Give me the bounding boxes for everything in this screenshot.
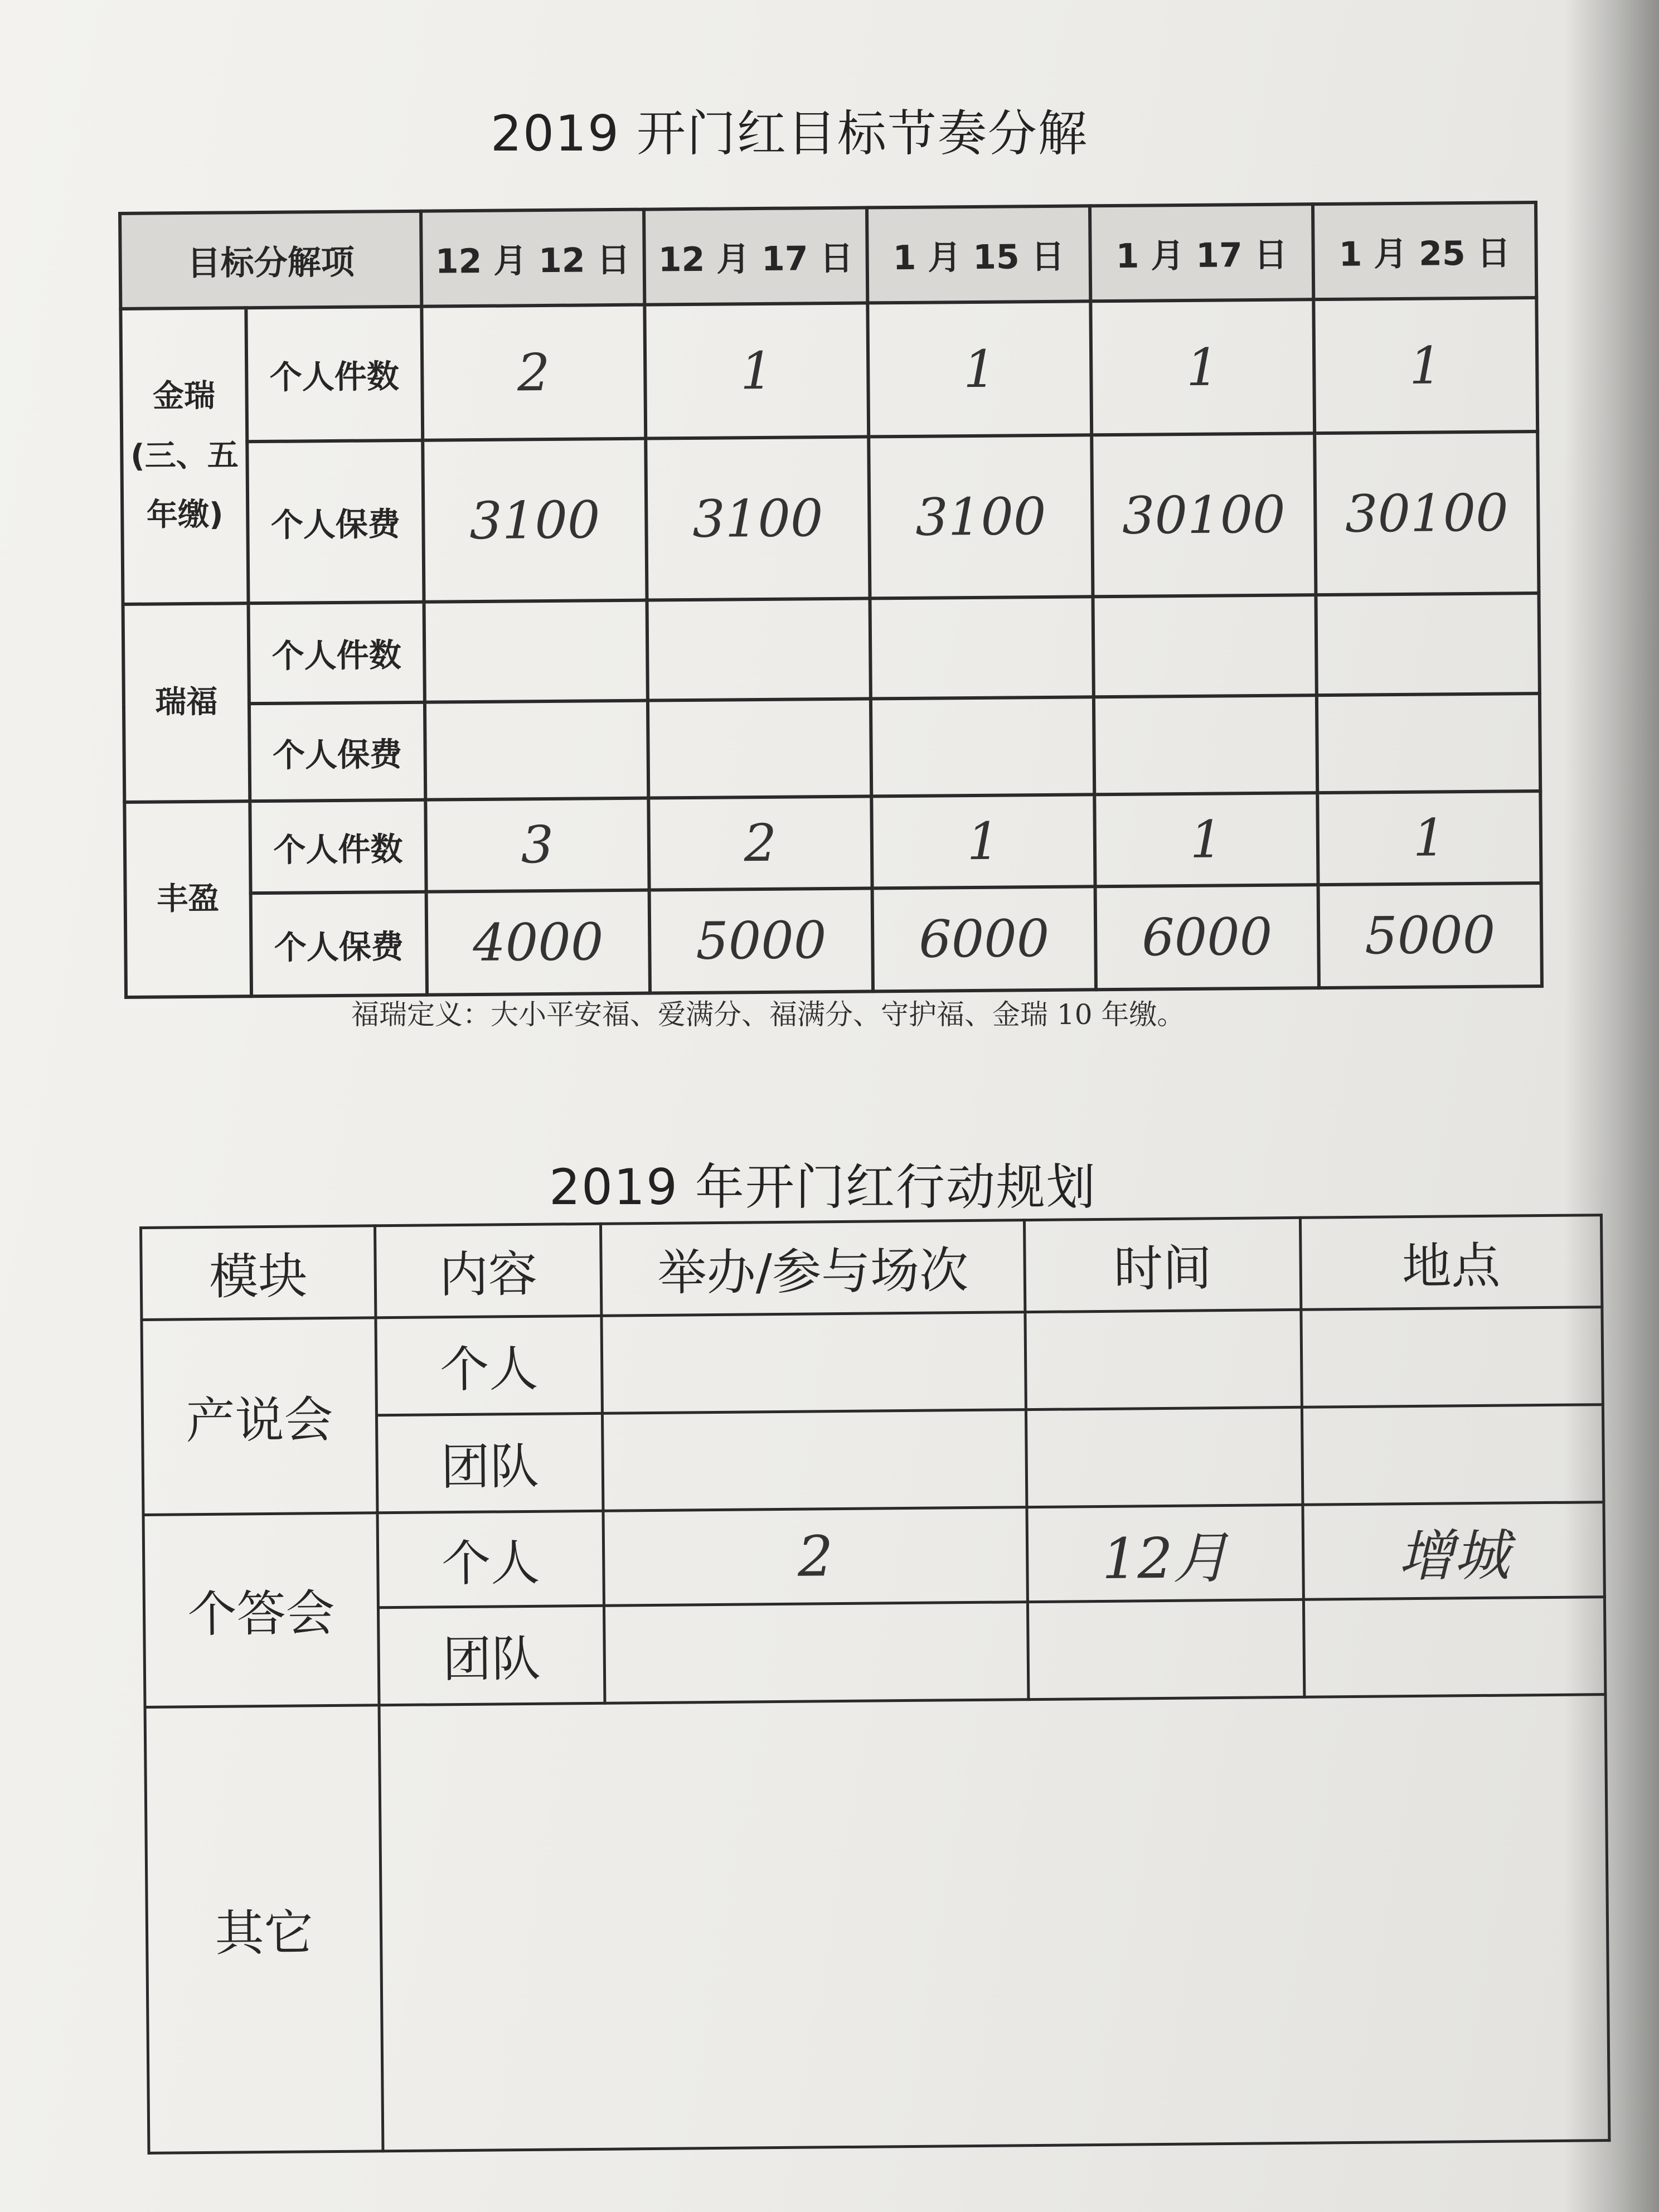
time-cell	[1027, 1599, 1304, 1699]
time-cell: 12月	[1027, 1505, 1303, 1602]
value-cell: 2	[421, 305, 646, 440]
place-cell	[1303, 1597, 1605, 1697]
goal-header-row	[120, 202, 1536, 309]
row-label: 个人件数	[246, 307, 423, 442]
value-cell: 1	[867, 301, 1092, 436]
sessions-cell	[604, 1602, 1028, 1704]
goal-table	[118, 201, 1544, 999]
table-row	[145, 1695, 1609, 2153]
other-label: 其它	[145, 1705, 383, 2153]
table-row	[122, 431, 1539, 604]
value-cell: 1	[1090, 299, 1314, 435]
value-cell: 6000	[872, 886, 1096, 991]
group-name: 丰盈	[124, 801, 251, 997]
value-cell: 1	[644, 303, 869, 438]
date-header: 1 月 15 日	[867, 206, 1090, 303]
table-row	[120, 298, 1537, 443]
content-cell: 团队	[376, 1413, 603, 1513]
value-cell	[647, 598, 871, 700]
col-header: 模块	[141, 1226, 376, 1320]
value-cell	[871, 697, 1094, 796]
value-cell: 30100	[1092, 433, 1316, 596]
content-cell: 个人	[376, 1316, 603, 1415]
group-name-line: 金瑞	[152, 378, 216, 415]
col-header: 内容	[375, 1224, 601, 1318]
table-row	[124, 791, 1541, 894]
row-label: 个人保费	[251, 892, 427, 996]
row-label: 个人保费	[247, 440, 424, 603]
value-cell	[1093, 595, 1316, 697]
time-cell	[1026, 1407, 1303, 1507]
place-cell	[1301, 1307, 1603, 1408]
definition-note: 福瑞定义：大小平安福、爱满分、福满分、守护福、金瑞 10 年缴。	[351, 998, 1185, 1031]
date-header: 1 月 17 日	[1090, 204, 1313, 301]
other-content	[379, 1695, 1609, 2151]
value-cell	[1317, 693, 1540, 793]
value-cell	[424, 600, 648, 702]
content-cell: 团队	[378, 1605, 605, 1705]
module-name: 个答会	[143, 1513, 379, 1707]
time-cell	[1025, 1309, 1302, 1409]
sessions-cell	[601, 1312, 1026, 1414]
value-cell: 1	[871, 794, 1095, 888]
col-header: 举办/参与场次	[600, 1220, 1025, 1316]
goal-header-label: 目标分解项	[120, 211, 421, 309]
sessions-cell: 2	[603, 1507, 1027, 1606]
place-cell	[1302, 1405, 1604, 1505]
value-cell: 30100	[1314, 431, 1539, 595]
place-cell: 增城	[1303, 1502, 1604, 1600]
plan-header-row	[141, 1215, 1602, 1320]
group-name-line: 年缴)	[146, 496, 224, 533]
value-cell: 3100	[423, 439, 647, 602]
value-cell	[870, 596, 1093, 698]
value-cell: 3	[425, 798, 649, 892]
value-cell: 5000	[649, 888, 873, 993]
value-cell: 6000	[1095, 885, 1319, 989]
row-label: 个人保费	[249, 702, 425, 801]
value-cell: 4000	[426, 890, 650, 995]
table-row	[123, 593, 1540, 705]
value-cell	[648, 698, 871, 798]
goal-title: 2019 开门红目标节奏分解	[491, 105, 1088, 162]
value-cell: 1	[1313, 298, 1537, 433]
date-header: 12 月 12 日	[421, 210, 644, 307]
value-cell	[1094, 695, 1317, 794]
row-label: 个人件数	[249, 602, 425, 704]
module-name: 产说会	[142, 1318, 377, 1515]
value-cell	[1316, 593, 1539, 695]
date-header: 12 月 17 日	[644, 207, 867, 304]
table-row	[143, 1502, 1604, 1610]
group-name	[120, 308, 248, 604]
row-label: 个人件数	[250, 800, 426, 893]
value-cell: 3100	[646, 436, 870, 600]
value-cell: 3100	[869, 435, 1093, 598]
value-cell: 1	[1094, 793, 1318, 886]
table-row	[124, 693, 1540, 802]
col-header: 时间	[1024, 1217, 1301, 1312]
date-header: 1 月 25 日	[1313, 202, 1536, 299]
content-cell: 个人	[377, 1511, 604, 1608]
plan-title: 2019 年开门红行动规划	[549, 1158, 1097, 1216]
group-name: 瑞福	[123, 603, 250, 802]
value-cell: 2	[648, 796, 872, 890]
group-name-line: (三、五	[130, 437, 239, 474]
value-cell	[425, 701, 648, 800]
value-cell: 1	[1317, 791, 1541, 885]
value-cell: 5000	[1318, 883, 1542, 988]
table-row	[142, 1307, 1603, 1418]
table-row	[125, 883, 1542, 997]
col-header: 地点	[1300, 1215, 1602, 1310]
plan-table	[139, 1214, 1611, 2155]
sessions-cell	[602, 1410, 1026, 1511]
